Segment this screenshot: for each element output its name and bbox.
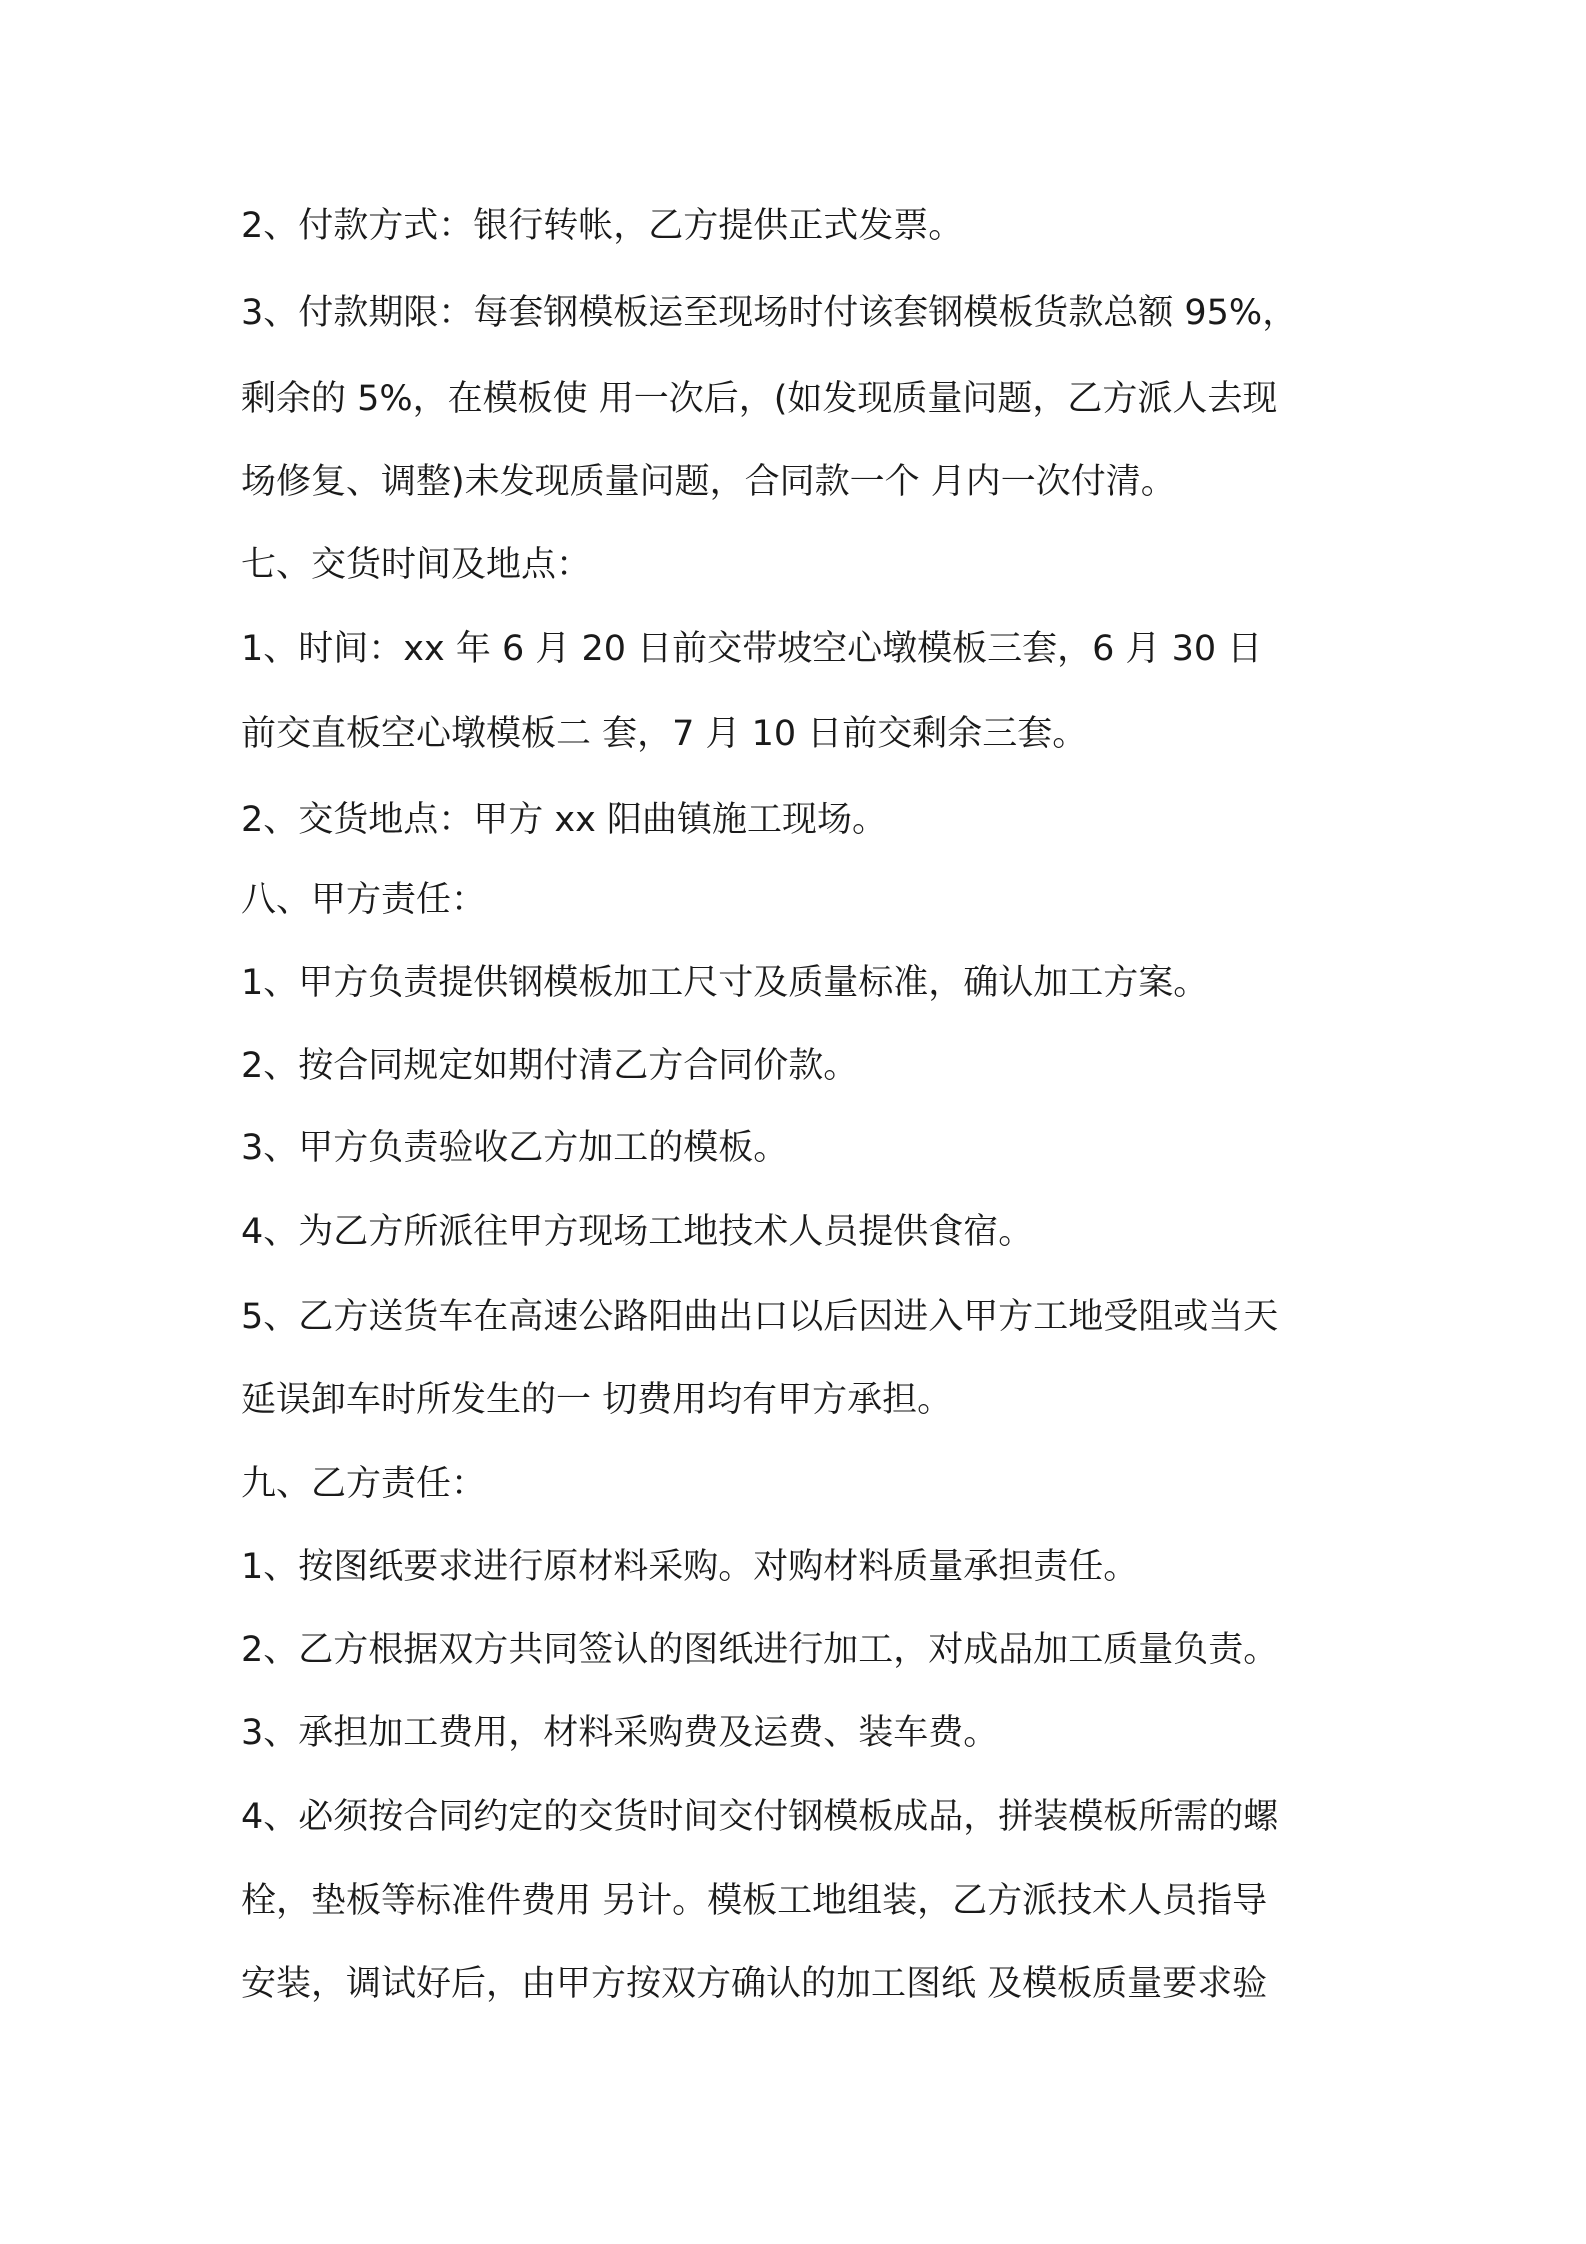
party-b-duty-3: 3、承担加工费用，材料采购费及运费、装车费。 (241, 1713, 999, 1753)
section-7-heading: 七、交货时间及地点： (241, 545, 592, 585)
payment-method-line: 2、付款方式：银行转帐，乙方提供正式发票。 (241, 206, 964, 246)
party-b-duty-4-line-3: 安装，调试好后，由甲方按双方确认的加工图纸 及模板质量要求验 (241, 1964, 1268, 2004)
party-b-duty-1: 1、按图纸要求进行原材料采购。对购材料质量承担责任。 (241, 1547, 1139, 1587)
party-a-duty-4: 4、为乙方所派往甲方现场工地技术人员提供食宿。 (241, 1212, 1034, 1252)
party-a-duty-1: 1、甲方负责提供钢模板加工尺寸及质量标准，确认加工方案。 (241, 963, 1209, 1003)
section-9-heading: 九、乙方责任： (241, 1464, 487, 1504)
payment-term-line-2: 剩余的 5%，在模板使 用一次后，(如发现质量问题，乙方派人去现 (241, 379, 1278, 419)
delivery-time-line-2: 前交直板空心墩模板二 套，7 月 10 日前交剩余三套。 (241, 714, 1088, 754)
party-a-duty-5-line-1: 5、乙方送货车在高速公路阳曲出口以后因进入甲方工地受阻或当天 (241, 1297, 1279, 1337)
delivery-time-line-1: 1、时间：xx 年 6 月 20 日前交带坡空心墩模板三套，6 月 30 日 (241, 629, 1263, 669)
payment-term-line-3: 场修复、调整)未发现质量问题，合同款一个 月内一次付清。 (241, 462, 1176, 502)
party-a-duty-2: 2、按合同规定如期付清乙方合同价款。 (241, 1046, 859, 1086)
party-b-duty-4-line-2: 栓，垫板等标准件费用 另计。模板工地组装，乙方派技术人员指导 (241, 1881, 1268, 1921)
party-a-duty-5-line-2: 延误卸车时所发生的一 切费用均有甲方承担。 (241, 1380, 953, 1420)
delivery-place-line: 2、交货地点：甲方 xx 阳曲镇施工现场。 (241, 800, 887, 840)
party-a-duty-3: 3、甲方负责验收乙方加工的模板。 (241, 1128, 789, 1168)
party-b-duty-2: 2、乙方根据双方共同签认的图纸进行加工，对成品加工质量负责。 (241, 1630, 1279, 1670)
party-b-duty-4-line-1: 4、必须按合同约定的交货时间交付钢模板成品，拼装模板所需的螺 (241, 1797, 1279, 1837)
payment-term-line-1: 3、付款期限：每套钢模板运至现场时付该套钢模板货款总额 95%， (241, 293, 1298, 333)
section-8-heading: 八、甲方责任： (241, 880, 487, 920)
